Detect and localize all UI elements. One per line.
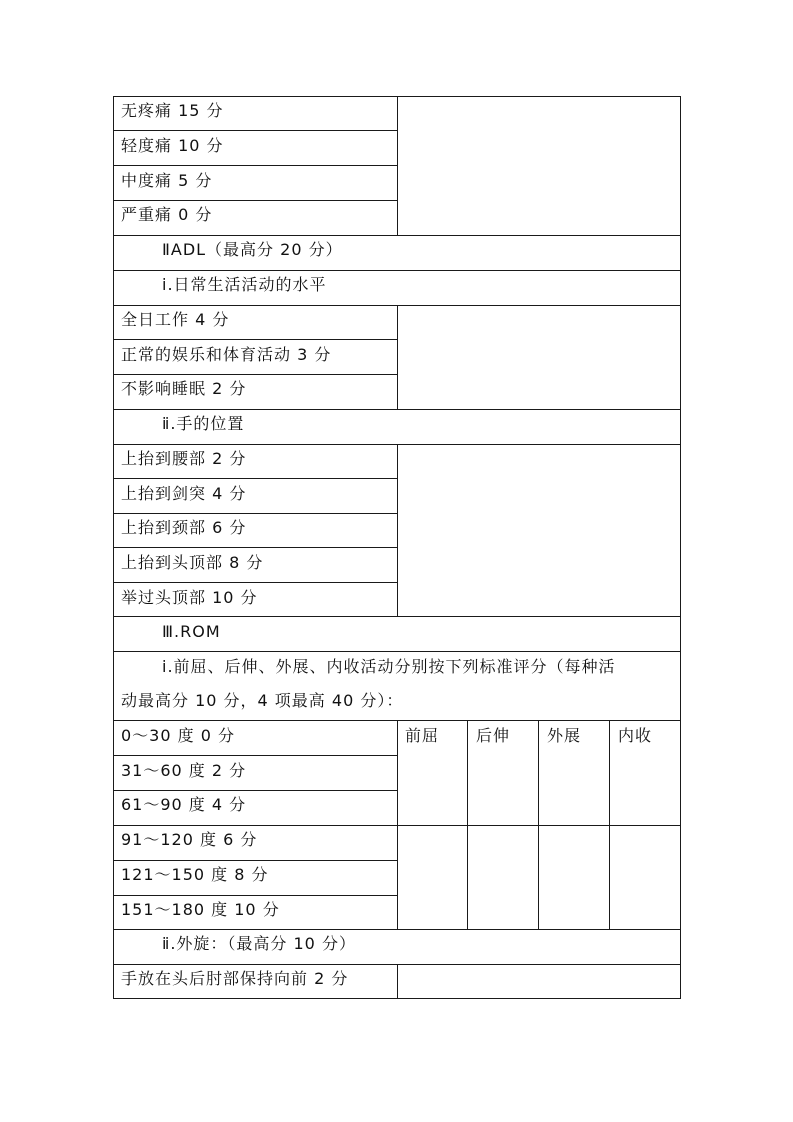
hand-row-neck: 上抬到颈部 6 分 bbox=[121, 518, 247, 537]
hand-row-head-top: 上抬到头顶部 8 分 bbox=[121, 553, 264, 572]
cell-divider bbox=[113, 513, 397, 514]
degree-row: 0～30 度 0 分 bbox=[121, 726, 235, 745]
activity-row-recreation: 正常的娱乐和体育活动 3 分 bbox=[121, 345, 332, 364]
column-header-flexion: 前屈 bbox=[405, 726, 440, 745]
degree-row: 91～120 度 6 分 bbox=[121, 830, 258, 849]
column-divider bbox=[397, 720, 398, 930]
rom-description-line1: ⅰ.前屈、后伸、外展、内收活动分别按下列标准评分（每种活 bbox=[162, 657, 616, 676]
pain-score-moderate: 中度痛 5 分 bbox=[121, 171, 213, 190]
activity-row-sleep: 不影响睡眠 2 分 bbox=[121, 379, 247, 398]
degree-row: 31～60 度 2 分 bbox=[121, 761, 247, 780]
column-divider bbox=[397, 964, 398, 999]
cell-divider bbox=[113, 582, 397, 583]
external-rotation-heading: ⅱ.外旋：（最高分 10 分） bbox=[162, 934, 356, 953]
table-border-right bbox=[680, 96, 681, 999]
degree-row: 151～180 度 10 分 bbox=[121, 900, 280, 919]
cell-divider bbox=[113, 130, 397, 131]
hand-row-xiphoid: 上抬到剑突 4 分 bbox=[121, 484, 247, 503]
hand-row-waist: 上抬到腰部 2 分 bbox=[121, 449, 247, 468]
cell-divider bbox=[113, 860, 397, 861]
degree-row: 61～90 度 4 分 bbox=[121, 795, 247, 814]
column-divider bbox=[609, 720, 610, 930]
cell-divider bbox=[113, 547, 397, 548]
adl-heading: ⅡADL（最高分 20 分） bbox=[162, 240, 343, 259]
row-divider bbox=[113, 651, 681, 652]
column-header-adduction: 内收 bbox=[618, 726, 653, 745]
column-divider bbox=[397, 305, 398, 410]
cell-divider bbox=[113, 895, 397, 896]
column-divider bbox=[397, 444, 398, 617]
pain-score-none: 无疼痛 15 分 bbox=[121, 101, 224, 120]
cell-divider bbox=[113, 374, 397, 375]
cell-divider bbox=[113, 755, 397, 756]
cell-divider bbox=[113, 165, 397, 166]
cell-divider bbox=[113, 339, 397, 340]
pain-score-severe: 严重痛 0 分 bbox=[121, 205, 213, 224]
row-divider bbox=[113, 270, 681, 271]
degree-row: 121～150 度 8 分 bbox=[121, 865, 269, 884]
activity-row-fulltime-work: 全日工作 4 分 bbox=[121, 310, 230, 329]
activity-level-heading: ⅰ.日常生活活动的水平 bbox=[162, 275, 327, 294]
external-rotation-row: 手放在头后肘部保持向前 2 分 bbox=[121, 969, 349, 988]
pain-score-mild: 轻度痛 10 分 bbox=[121, 136, 224, 155]
hand-position-heading: ⅱ.手的位置 bbox=[162, 414, 245, 433]
column-divider bbox=[538, 720, 539, 930]
column-header-abduction: 外展 bbox=[547, 726, 582, 745]
column-divider bbox=[467, 720, 468, 930]
column-divider bbox=[397, 96, 398, 236]
rom-heading: Ⅲ.ROM bbox=[162, 622, 221, 641]
cell-divider bbox=[113, 478, 397, 479]
rom-description-line2: 动最高分 10 分，4 项最高 40 分）： bbox=[121, 691, 404, 710]
hand-row-overhead: 举过头顶部 10 分 bbox=[121, 588, 258, 607]
column-header-extension: 后伸 bbox=[476, 726, 511, 745]
cell-divider bbox=[113, 790, 397, 791]
cell-divider bbox=[113, 200, 397, 201]
